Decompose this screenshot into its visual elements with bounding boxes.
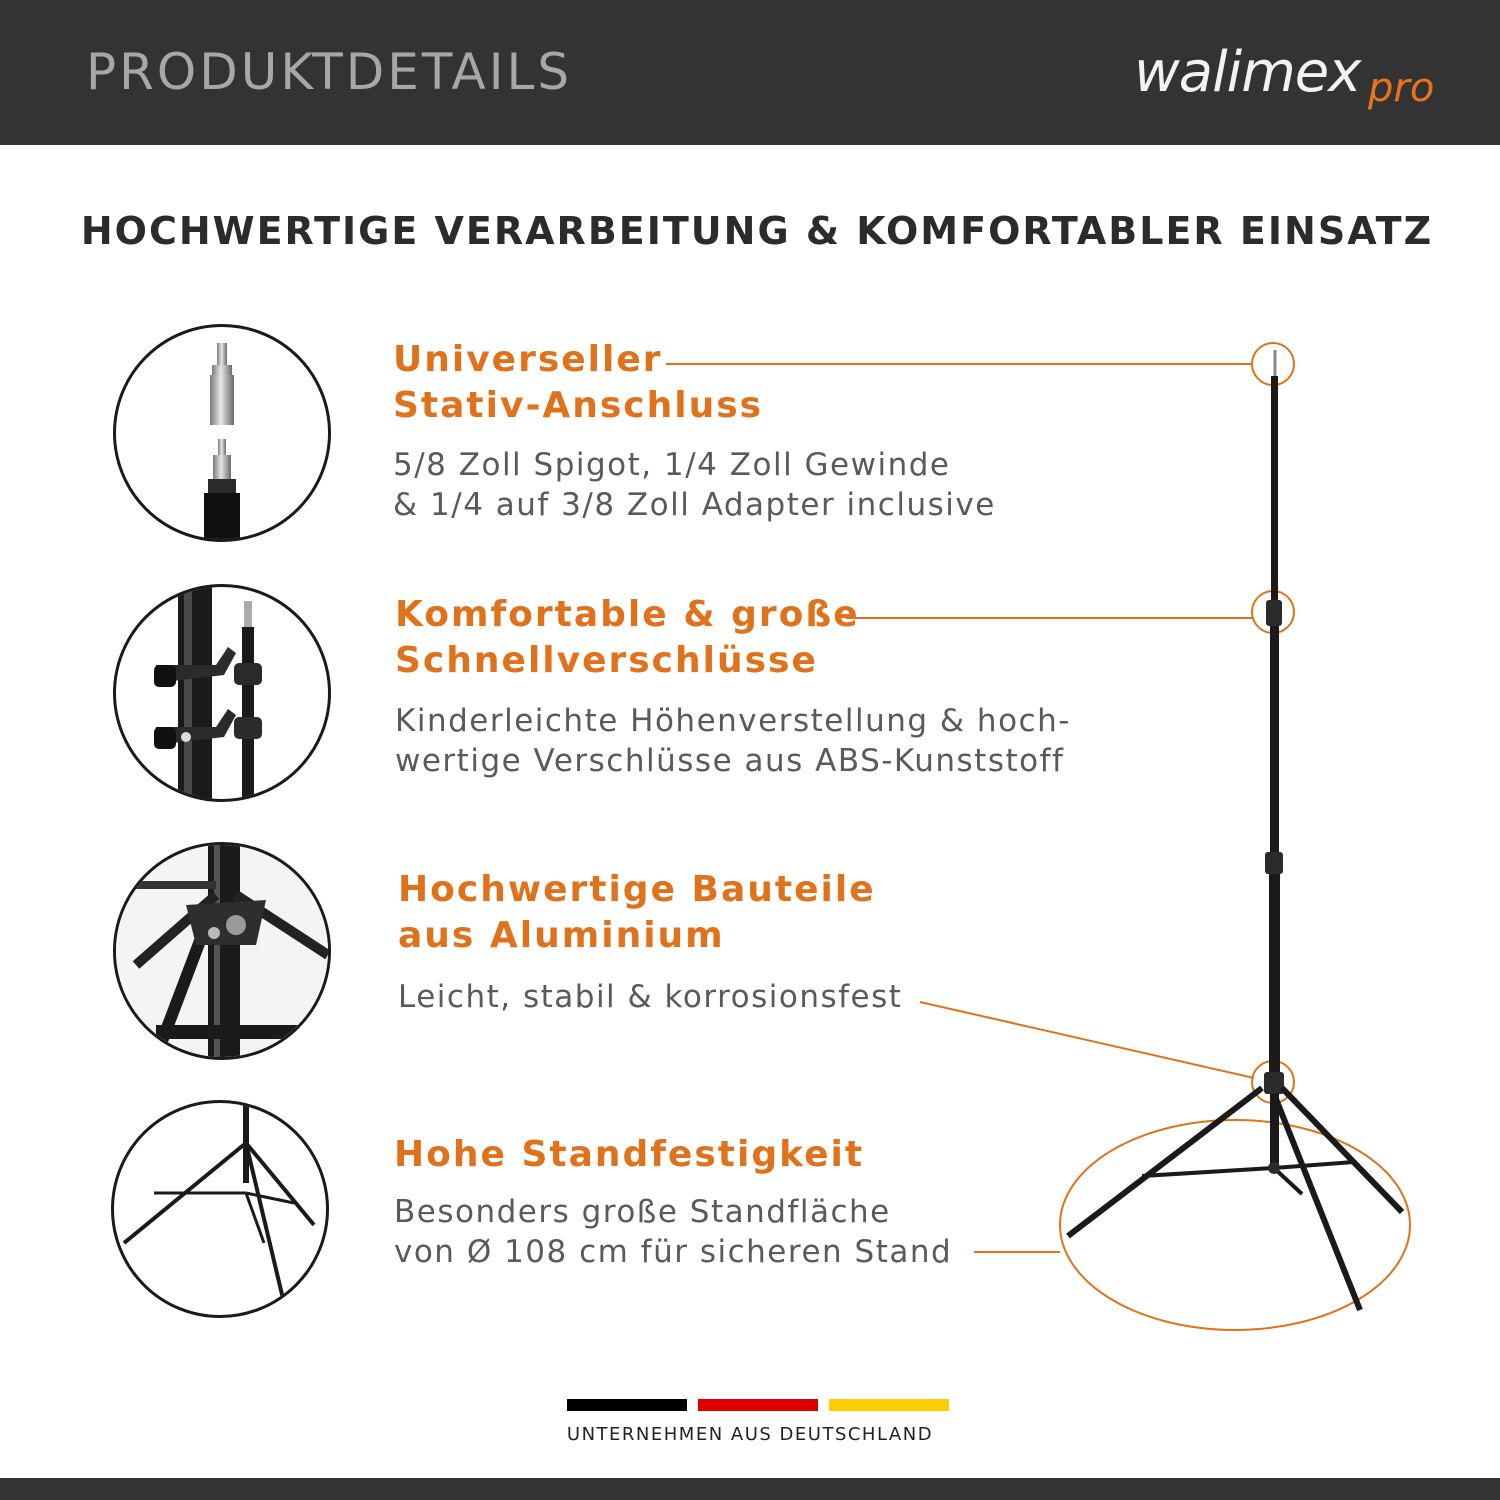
title-line: Komfortable & große bbox=[395, 594, 860, 635]
desc-line: wertige Verschlüsse aus ABS-Kunststoff bbox=[395, 743, 1065, 779]
logo-wordmark: walimex bbox=[1134, 40, 1361, 105]
desc-line: Besonders große Standfläche bbox=[394, 1194, 891, 1230]
logo-suffix: pro bbox=[1368, 65, 1435, 111]
desc-line: & 1/4 auf 3/8 Zoll Adapter inclusive bbox=[393, 487, 996, 523]
flag-stripe-red bbox=[698, 1399, 818, 1411]
flag-stripe-gold bbox=[829, 1399, 949, 1411]
page-title: PRODUKTDETAILS bbox=[86, 43, 573, 101]
title-line: Schnellverschlüsse bbox=[395, 640, 818, 681]
desc-line: Kinderleichte Höhenverstellung & hoch- bbox=[395, 703, 1071, 739]
title-line: aus Aluminium bbox=[398, 915, 725, 956]
footer-bar bbox=[0, 1478, 1500, 1500]
desc-line: 5/8 Zoll Spigot, 1/4 Zoll Gewinde bbox=[393, 447, 951, 483]
title-line: Stativ-Anschluss bbox=[393, 385, 764, 426]
flag-stripe-black bbox=[567, 1399, 687, 1411]
title-line: Hochwertige Bauteile bbox=[398, 869, 876, 910]
footer-label: UNTERNEHMEN AUS DEUTSCHLAND bbox=[566, 1424, 934, 1445]
desc-line: Leicht, stabil & korrosionsfest bbox=[398, 979, 903, 1015]
section-heading: HOCHWERTIGE VERARBEITUNG & KOMFORTABLER EINSATZ bbox=[80, 209, 1434, 253]
title-line: Hohe Standfestigkeit bbox=[394, 1134, 865, 1175]
callout-lines bbox=[666, 343, 1410, 1330]
title-line: Universeller bbox=[393, 339, 663, 380]
stand-body bbox=[1068, 350, 1402, 1310]
desc-line: von Ø 108 cm für sicheren Stand bbox=[394, 1234, 953, 1270]
